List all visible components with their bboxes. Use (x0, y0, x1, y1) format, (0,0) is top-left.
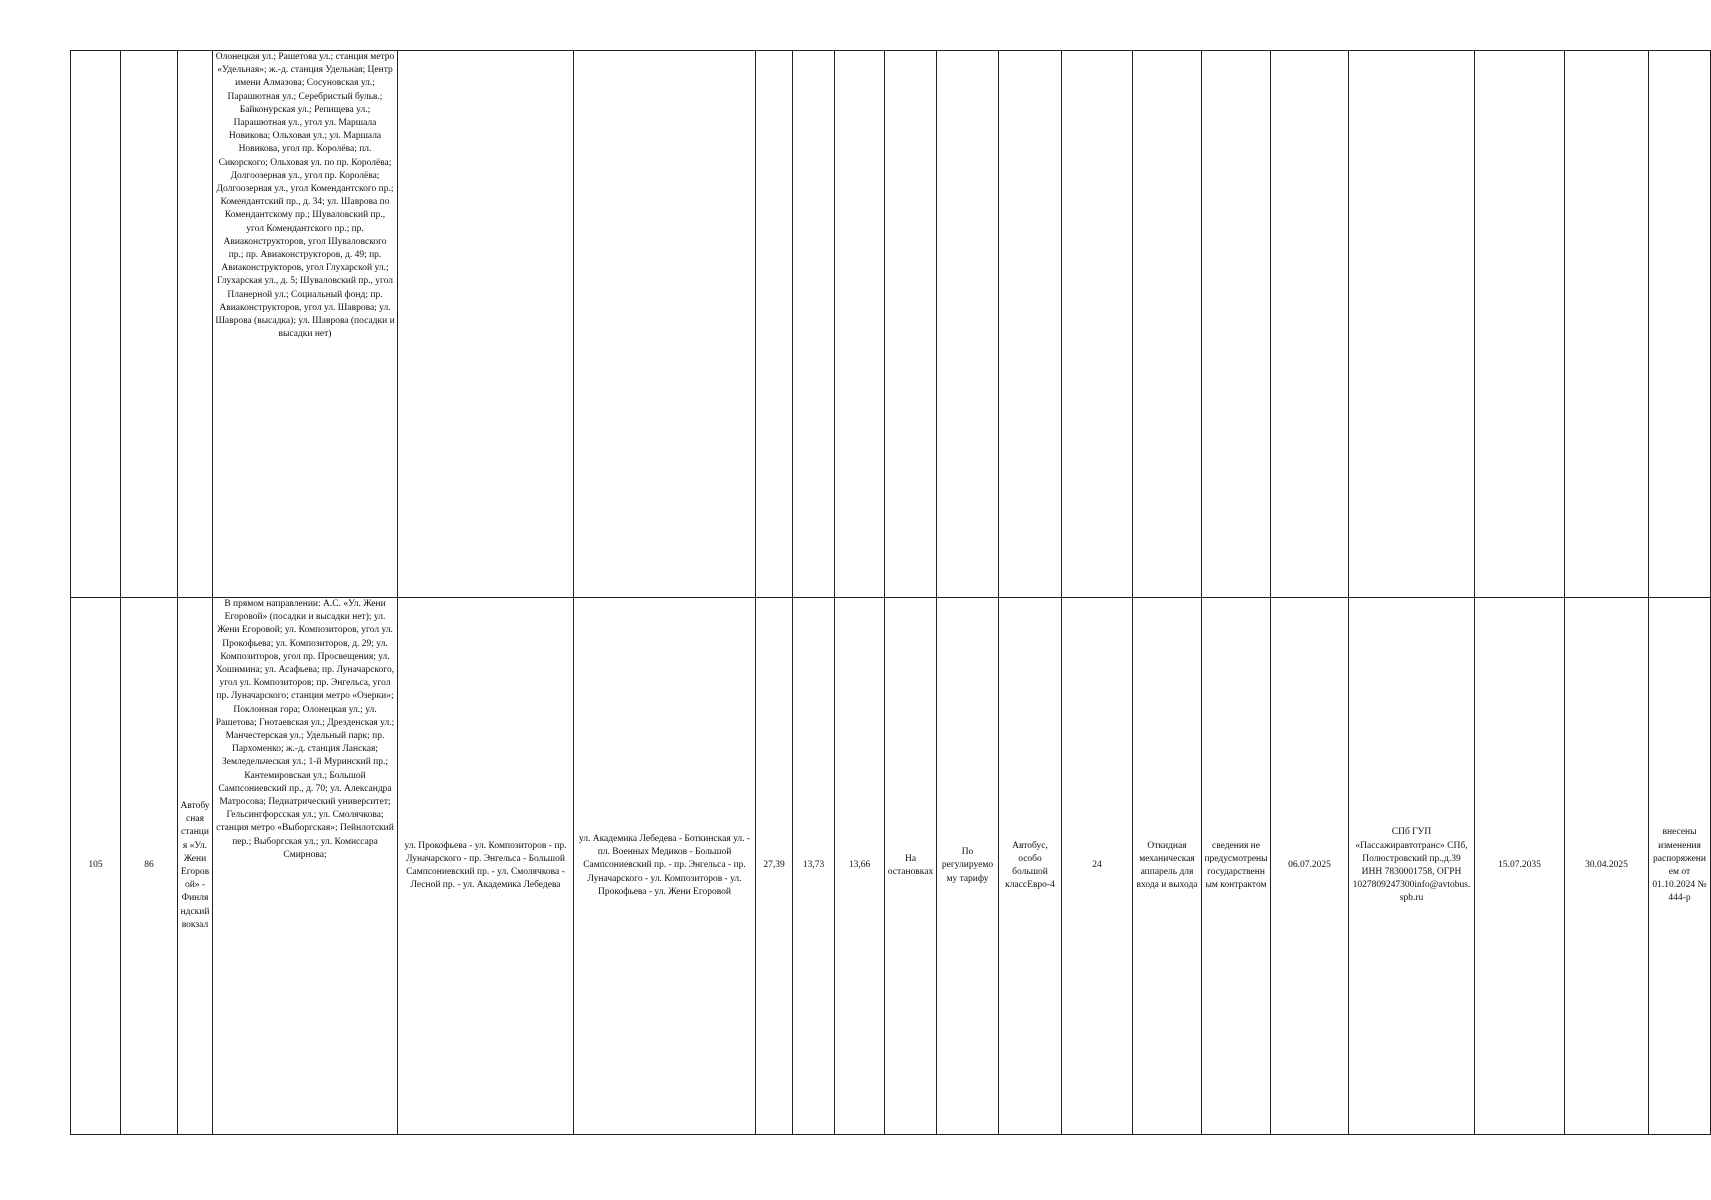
cell-start-date: 06.07.2025 (1271, 598, 1349, 1135)
cell-equipment: Откидная механическая аппарель для входа и выхода (1133, 598, 1202, 1135)
route-register-table (70, 50, 1711, 1135)
cell-streets-backward: ул. Академика Лебедева - Боткинская ул. - пл. Военных Медиков - Большой Сампсониевский пр. - пр. Энгельса - пр. Луначарского - ул. Композиторов - ул. Прокофьева - ул. Жени Егоровой (574, 598, 756, 1135)
cell-route-number: 86 (121, 598, 178, 1135)
cell-length-backward: 13,66 (835, 598, 885, 1135)
cell-length-forward (793, 51, 835, 598)
cell-length-total: 27,39 (756, 598, 793, 1135)
cell-contract (1202, 51, 1271, 598)
table-row (71, 51, 1711, 598)
cell-start-date (1271, 51, 1349, 598)
cell-route-name (178, 51, 213, 598)
cell-change-date (1565, 51, 1649, 598)
cell-boarding: На остановках (885, 598, 937, 1135)
cell-number (71, 51, 121, 598)
cell-vehicle (999, 51, 1062, 598)
cell-length-backward (835, 51, 885, 598)
cell-carrier (1349, 51, 1475, 598)
cell-boarding (885, 51, 937, 598)
cell-vehicle-count (1062, 51, 1133, 598)
cell-stops (213, 51, 398, 598)
cell-tariff (937, 51, 999, 598)
cell-notes (1649, 51, 1711, 598)
cell-route-number (121, 51, 178, 598)
cell-end-date (1475, 51, 1565, 598)
cell-stops (213, 598, 398, 1135)
cell-streets-forward: ул. Прокофьева - ул. Композиторов - пр. Луначарского - пр. Энгельса - Большой Сампсониевский пр. - ул. Смолячкова - Лесной пр. - ул. Академика Лебедева (398, 598, 574, 1135)
cell-equipment (1133, 51, 1202, 598)
cell-route-name: Автобусная станция «Ул. Жени Егоровой» - Финляндский вокзал (178, 598, 213, 1135)
cell-vehicle: Автобус, особо большой классЕвро-4 (999, 598, 1062, 1135)
cell-tariff: По регулируемому тарифу (937, 598, 999, 1135)
cell-change-date: 30.04.2025 (1565, 598, 1649, 1135)
cell-length-total (756, 51, 793, 598)
stops-text: Олонецкая ул.; Рашетова ул.; станция метро «Удельная»; ж.-д. станция Удельная; Центр имени Алмазова; Сосуновская ул.; Парашютная ул.; Серебристый бульв.; Байконурская ул.; Репищева ул.; Парашютная ул., угол ул. Маршала Новикова; Ольховая ул.; ул. Маршала Новикова, угол пр. Королёва; пл. Сикорского; Ольховая ул. по пр. Королёва; Долгоозерная ул., угол пр. Королёва; Долгоозерная ул., угол Комендантского пр.; Комендантский пр., д. 34; ул. Шаврова по Комендантскому пр.; Шуваловский пр., угол Комендантского пр.; пр. Авиаконструкторов, угол Шуваловского пр.; пр. Авиаконструкторов, д. 49; пр. Авиаконструкторов, угол Глухарской ул.; Глухарская ул., д. 5; Шуваловский пр., угол Планерной ул.; Социальный фонд; пр. Авиаконструкторов, угол ул. Шаврова; ул. Шаврова (высадка); ул. Шаврова (посадки и высадки нет) (215, 52, 395, 340)
cell-end-date: 15.07.2035 (1475, 598, 1565, 1135)
cell-streets-forward (398, 51, 574, 598)
cell-carrier: СПб ГУП «Пассажиравтотранс» СПб, Полюстровский пр.,д.39 ИНН 7830001758, ОГРН 1027809247300info@avtobus.spb.ru (1349, 598, 1475, 1135)
cell-notes: внесены изменения распоряжением от 01.10.2024 № 444-р (1649, 598, 1711, 1135)
cell-vehicle-count: 24 (1062, 598, 1133, 1135)
cell-contract: сведения не предусмотрены государственным контрактом (1202, 598, 1271, 1135)
cell-length-forward: 13,73 (793, 598, 835, 1135)
stops-text: В прямом направлении: А.С. «Ул. Жени Егоровой» (посадки и высадки нет); ул. Жени Егоровой; ул. Композиторов, угол ул. Прокофьева; ул. Композиторов, д. 29; ул. Композиторов, угол пр. Просвещения; ул. Хошимина; ул. Асафьева; пр. Луначарского, угол ул. Композиторов; пр. Энгельса, угол пр. Луначарского; станция метро «Озерки»; Поклонная гора; Олонецкая ул.; ул. Рашетова; Гнотаевская ул.; Дрезденская ул.; Манчестерская ул.; Удельный парк; пр. Пархоменко; ж.-д. станция Ланская; Земледельческая ул.; 1-й Муринский пр.; Кантемировская ул.; Большой Сампсониевский пр., д. 70; ул. Александра Матросова; Педиатрический университет; Гельсингфорсская ул.; ул. Смолячкова; станция метро «Выборгская»; Пейнлотский пер.; Выборгская ул.; ул. Комиссара Смирнова; (215, 599, 395, 860)
cell-streets-backward (574, 51, 756, 598)
table-row (71, 598, 1711, 1135)
cell-number: 105 (71, 598, 121, 1135)
